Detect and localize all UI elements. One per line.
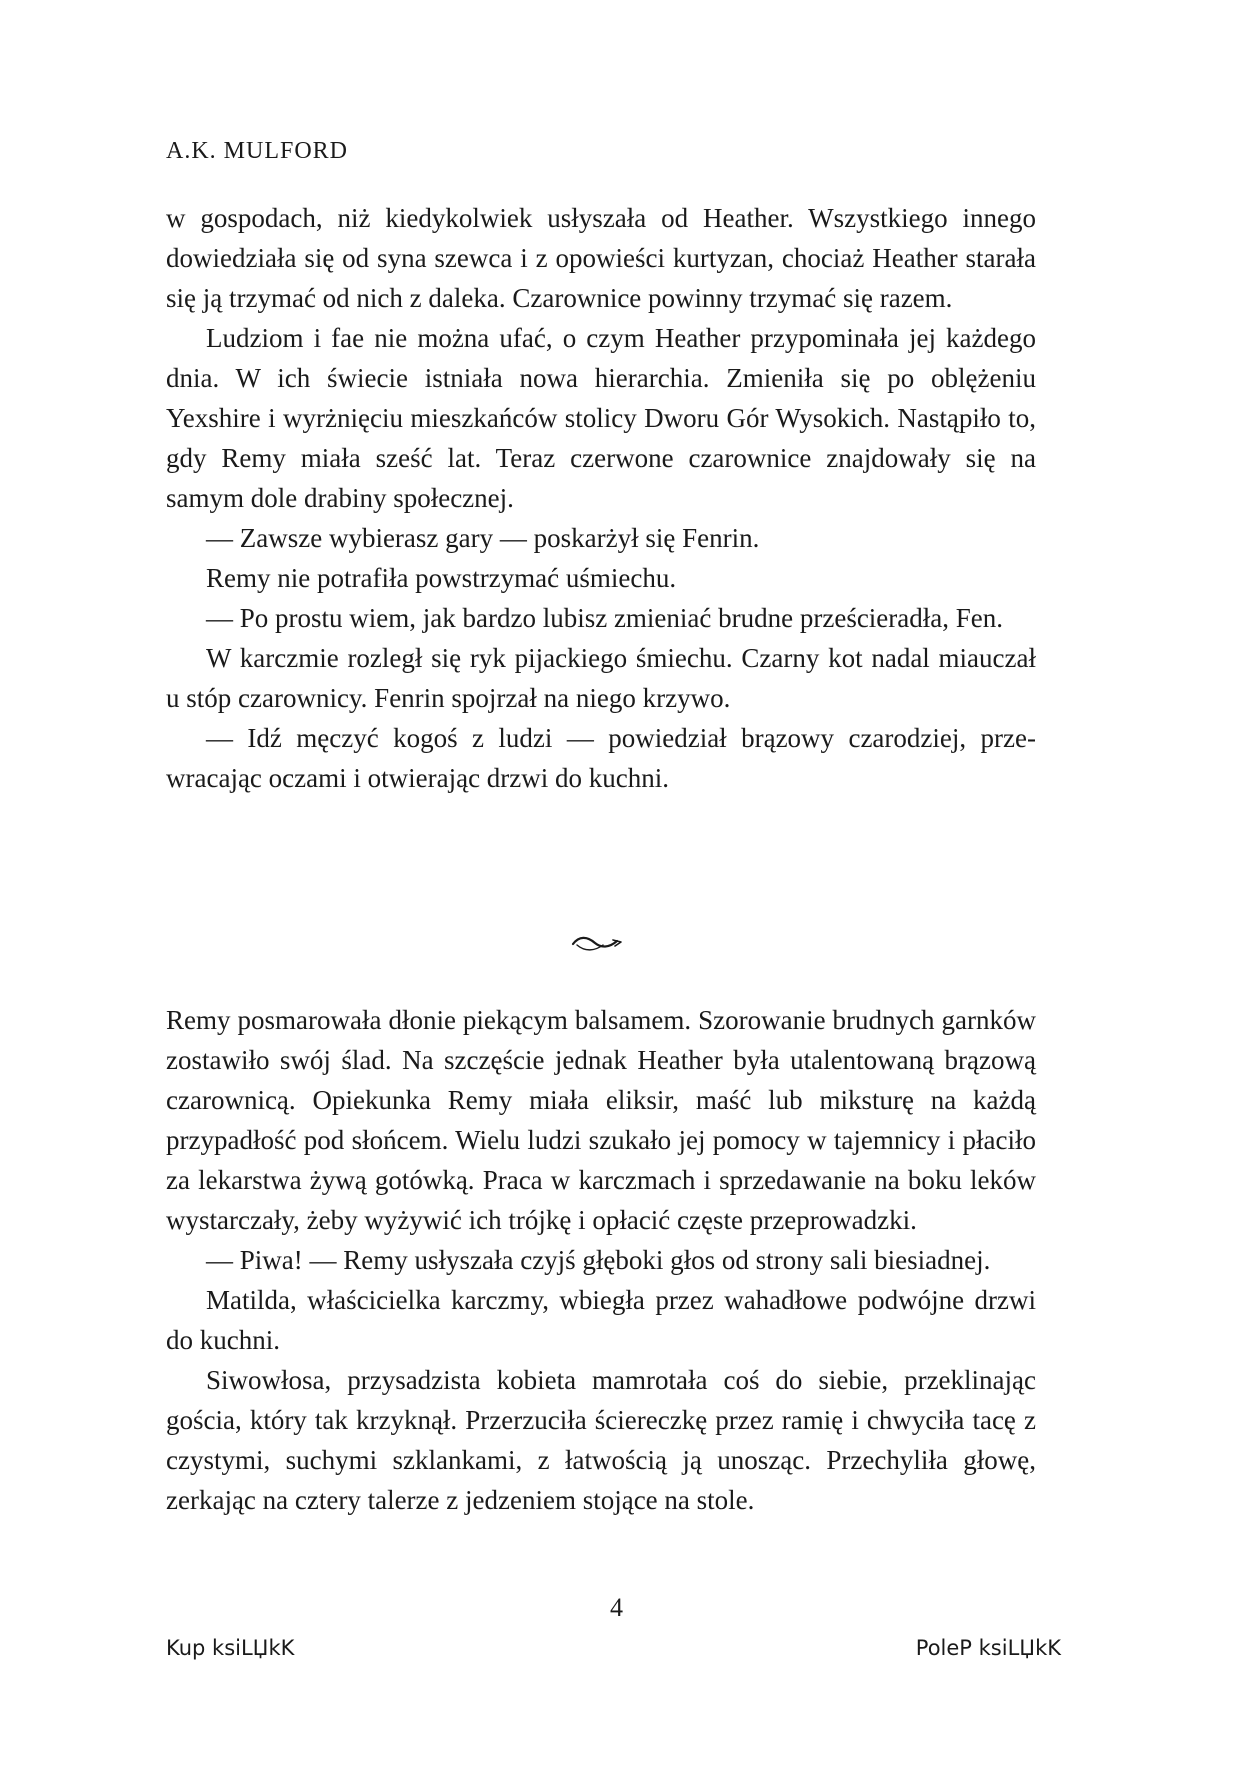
dialogue-paragraph: — Zawsze wybierasz gary — poskarżył się Fenrin. [206,523,760,553]
paragraph: Siwowłosa, przysadzista kobieta mamrotała coś do siebie, przeklinając gościa, który tak krzyknął. Przerzuciła ściereczkę przez ramię i chwyciła tacę z czystymi, suchymi szklankami, z łatwością ją unosząc. Przechyliła głowę, zerkając na cztery talerze z jedzeniem stojące na stole. [166,1365,1036,1515]
section-break-ornament-icon [569,932,625,954]
paragraph: w gospodach, niż kiedykolwiek usłyszała od Heather. Wszystkiego innego dowiedziała się od syna szewca i z opowieści kurtyzan, chociaż Heather starała się ją trzymać od nich z daleka. Czarownice powinny trzymać się razem. [166,203,1036,313]
paragraph: Remy posmarowała dłonie piekącym balsamem. Szorowanie brudnych garnków zostawiło swój ślad. Na szczęście jednak Heather była utalentowaną brązową czarownicą. Opiekunka Remy miała eliksir, maść lub miksturę na każdą przypadłość pod słońcem. Wielu ludzi szukało jej pomocy w tajemnicy i płaciło za lekarstwa żywą gotówką. Praca w karczmach i sprzedawanie na boku leków wystarczały, żeby wyżywić ich trójkę i opłacić częste przeprowadzki. [166,1005,1036,1235]
buy-book-link[interactable]: Kup ksiLЏkK [166,1636,295,1660]
rate-book-link[interactable]: PoleP ksiLЏkK [915,1636,1061,1660]
paragraph: Ludziom i fae nie można ufać, o czym Heather przypominała jej każdego dnia. W ich świecie istniała nowa hierarchia. Zmieniła się po oblężeniu Yexshire i wyrżnięciu mieszkańców stolicy Dworu Gór Wysokich. Nastąpiło to, gdy Remy miała sześć lat. Teraz czerwone czarownice znajdowały się na samym dole drabiny społecznej. [166,323,1036,513]
running-head-author: A.K. MULFORD [166,138,349,164]
paragraph: Remy nie potrafiła powstrzymać uśmiechu. [206,563,677,593]
section-b-text [166,1000,1036,1520]
dialogue-paragraph: — Po prostu wiem, jak bardzo lubisz zmieniać brudne prześcieradła, Fen. [206,603,1004,633]
paragraph: Matilda, właścicielka karczmy, wbiegła przez wahadłowe podwójne drzwi do kuchni. [166,1285,1036,1355]
page-number: 4 [610,1593,623,1622]
dialogue-paragraph: — Piwa! — Remy usłyszała czyjś głęboki głos od strony sali biesiadnej. [206,1245,991,1275]
paragraph: W karczmie rozległ się ryk pijackiego śmiechu. Czarny kot nadal miauczał u stóp czarownicy. Fenrin spojrzał na niego krzywo. [166,643,1036,713]
dialogue-paragraph: — Idź męczyć kogoś z ludzi — powiedział brązowy czarodziej, przewracając oczami i otwierając drzwi do kuchni. [166,723,1036,793]
section-a-text [166,198,1036,798]
